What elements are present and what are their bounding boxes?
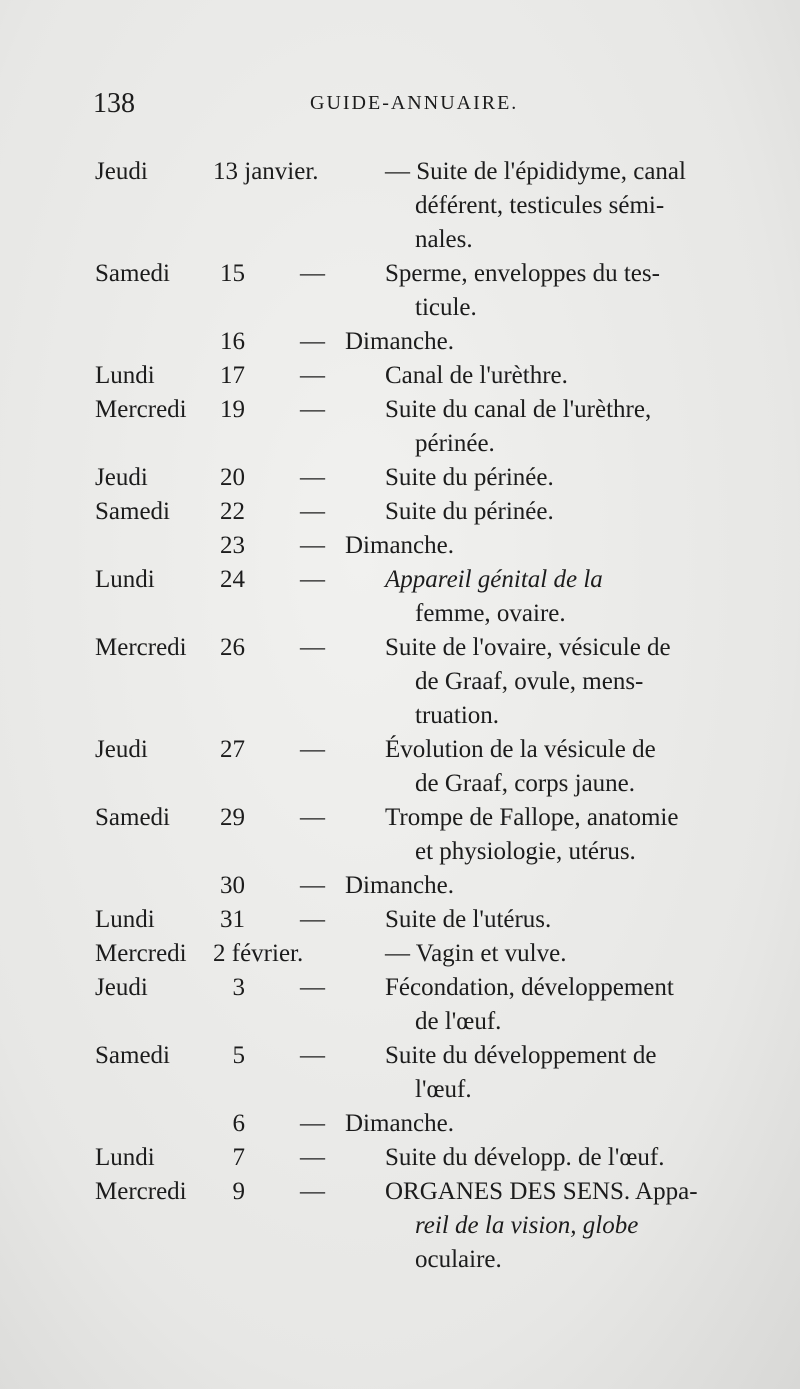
entry-description <box>385 1039 738 1107</box>
entry-line: Suite du développement de <box>385 1042 657 1069</box>
entry-date: 24 <box>220 566 245 593</box>
entry-day: Lundi <box>95 362 155 389</box>
list-item <box>0 903 800 937</box>
entry-line: Trompe de Fallope, anatomie <box>385 804 679 831</box>
entry-line: reil de la vision, globe <box>415 1212 639 1239</box>
entry-line: oculaire. <box>415 1246 502 1273</box>
list-item <box>0 563 800 631</box>
entry-date: 5 <box>232 1042 245 1069</box>
entry-dash: — <box>300 566 325 593</box>
entry-day: Mercredi <box>95 940 187 967</box>
entry-line: Suite du périnée. <box>385 464 554 491</box>
entry-line: femme, ovaire. <box>415 600 566 627</box>
entry-description <box>385 801 738 869</box>
entry-line: Appareil génital de la <box>385 566 603 593</box>
list-item <box>0 155 800 257</box>
entry-description <box>385 563 738 631</box>
entry-date: 23 <box>220 532 245 559</box>
entry-date: 13 janvier. <box>213 158 319 185</box>
entry-line: Évolution de la vésicule de <box>385 736 656 763</box>
entry-line: Dimanche. <box>345 328 454 355</box>
entry-date: 17 <box>220 362 245 389</box>
list-item <box>0 869 800 903</box>
entry-description <box>385 495 738 529</box>
list-item <box>0 1039 800 1107</box>
list-item <box>0 1175 800 1277</box>
entry-day: Jeudi <box>95 158 148 185</box>
entry-line: périnée. <box>415 430 495 457</box>
entry-dash: — <box>300 328 325 355</box>
entry-date: 16 <box>220 328 245 355</box>
entry-dash: — <box>300 736 325 763</box>
list-item <box>0 733 800 801</box>
entry-date: 29 <box>220 804 245 831</box>
list-item <box>0 529 800 563</box>
list-item <box>0 631 800 733</box>
entry-description <box>385 903 738 937</box>
entry-date: 9 <box>232 1178 245 1205</box>
entry-line: Dimanche. <box>345 1110 454 1137</box>
list-item <box>0 393 800 461</box>
entry-line: Fécondation, développement <box>385 974 674 1001</box>
entry-date: 26 <box>220 634 245 661</box>
entry-date: 19 <box>220 396 245 423</box>
entry-description <box>385 733 738 801</box>
entry-line: — Suite de l'épididyme, canal <box>385 158 686 185</box>
entry-description <box>385 937 738 971</box>
list-item <box>0 257 800 325</box>
entry-date: 2 février. <box>213 940 304 967</box>
entry-description <box>385 1141 738 1175</box>
entry-dash: — <box>300 396 325 423</box>
entry-line: Suite du développ. de l'œuf. <box>385 1144 665 1171</box>
list-item <box>0 1141 800 1175</box>
entry-day: Lundi <box>95 1144 155 1171</box>
entry-line: de Graaf, ovule, mens- <box>415 668 644 695</box>
entry-description <box>385 461 738 495</box>
entry-dash: — <box>300 464 325 491</box>
schedule-list <box>0 155 800 1277</box>
entry-line: nales. <box>415 226 473 253</box>
entry-description <box>345 529 698 563</box>
entry-date: 30 <box>220 872 245 899</box>
entry-dash: — <box>300 1110 325 1137</box>
entry-day: Jeudi <box>95 464 148 491</box>
running-title: GUIDE-ANNUAIRE. <box>310 92 519 114</box>
entry-day: Samedi <box>95 1042 170 1069</box>
entry-line: ORGANES DES SENS. Appa- <box>385 1178 698 1205</box>
entry-dash: — <box>300 974 325 1001</box>
list-item <box>0 461 800 495</box>
entry-line: Dimanche. <box>345 872 454 899</box>
entry-description <box>385 393 738 461</box>
entry-day: Mercredi <box>95 396 187 423</box>
entry-line: truation. <box>415 702 500 729</box>
entry-date: 7 <box>232 1144 245 1171</box>
entry-day: Samedi <box>95 498 170 525</box>
entry-description <box>385 257 738 325</box>
entry-date: 15 <box>220 260 245 287</box>
page-header <box>93 88 740 128</box>
entry-line: Dimanche. <box>345 532 454 559</box>
entry-dash: — <box>300 634 325 661</box>
entry-description <box>345 1107 698 1141</box>
entry-dash: — <box>300 906 325 933</box>
list-item <box>0 495 800 529</box>
entry-line: l'œuf. <box>415 1076 472 1103</box>
entry-dash: — <box>300 1144 325 1171</box>
entry-line: Suite du périnée. <box>385 498 554 525</box>
entry-line: Sperme, enveloppes du tes- <box>385 260 660 287</box>
entry-dash: — <box>300 498 325 525</box>
entry-description <box>345 325 698 359</box>
entry-dash: — <box>300 872 325 899</box>
entry-dash: — <box>300 532 325 559</box>
list-item <box>0 937 800 971</box>
entry-description <box>385 359 738 393</box>
entry-description <box>385 155 738 257</box>
entry-description <box>345 869 698 903</box>
entry-day: Lundi <box>95 566 155 593</box>
entry-date: 3 <box>232 974 245 1001</box>
entry-line: ticule. <box>415 294 477 321</box>
entry-date: 22 <box>220 498 245 525</box>
entry-day: Samedi <box>95 804 170 831</box>
entry-description <box>385 971 738 1039</box>
entry-date: 27 <box>220 736 245 763</box>
entry-date: 31 <box>220 906 245 933</box>
entry-day: Mercredi <box>95 634 187 661</box>
entry-line: Suite de l'utérus. <box>385 906 552 933</box>
entry-line: Suite de l'ovaire, vésicule de <box>385 634 671 661</box>
entry-day: Lundi <box>95 906 155 933</box>
entry-line: Canal de l'urèthre. <box>385 362 568 389</box>
entry-dash: — <box>300 1178 325 1205</box>
entry-description <box>385 1175 738 1277</box>
list-item <box>0 1107 800 1141</box>
entry-line: déférent, testicules sémi- <box>415 192 665 219</box>
entry-day: Samedi <box>95 260 170 287</box>
entry-day: Jeudi <box>95 974 148 1001</box>
entry-dash: — <box>300 260 325 287</box>
entry-line: et physiologie, utérus. <box>415 838 636 865</box>
entry-dash: — <box>300 1042 325 1069</box>
entry-date: 20 <box>220 464 245 491</box>
list-item <box>0 359 800 393</box>
entry-day: Mercredi <box>95 1178 187 1205</box>
list-item <box>0 801 800 869</box>
entry-date: 6 <box>232 1110 245 1137</box>
list-item <box>0 971 800 1039</box>
entry-description <box>385 631 738 733</box>
entry-line: — Vagin et vulve. <box>385 940 567 967</box>
list-item <box>0 325 800 359</box>
entry-dash: — <box>300 362 325 389</box>
entry-day: Jeudi <box>95 736 148 763</box>
entry-line: de l'œuf. <box>415 1008 502 1035</box>
entry-line: Suite du canal de l'urèthre, <box>385 396 652 423</box>
entry-line: de Graaf, corps jaune. <box>415 770 636 797</box>
page-number: 138 <box>93 88 135 119</box>
entry-dash: — <box>300 804 325 831</box>
